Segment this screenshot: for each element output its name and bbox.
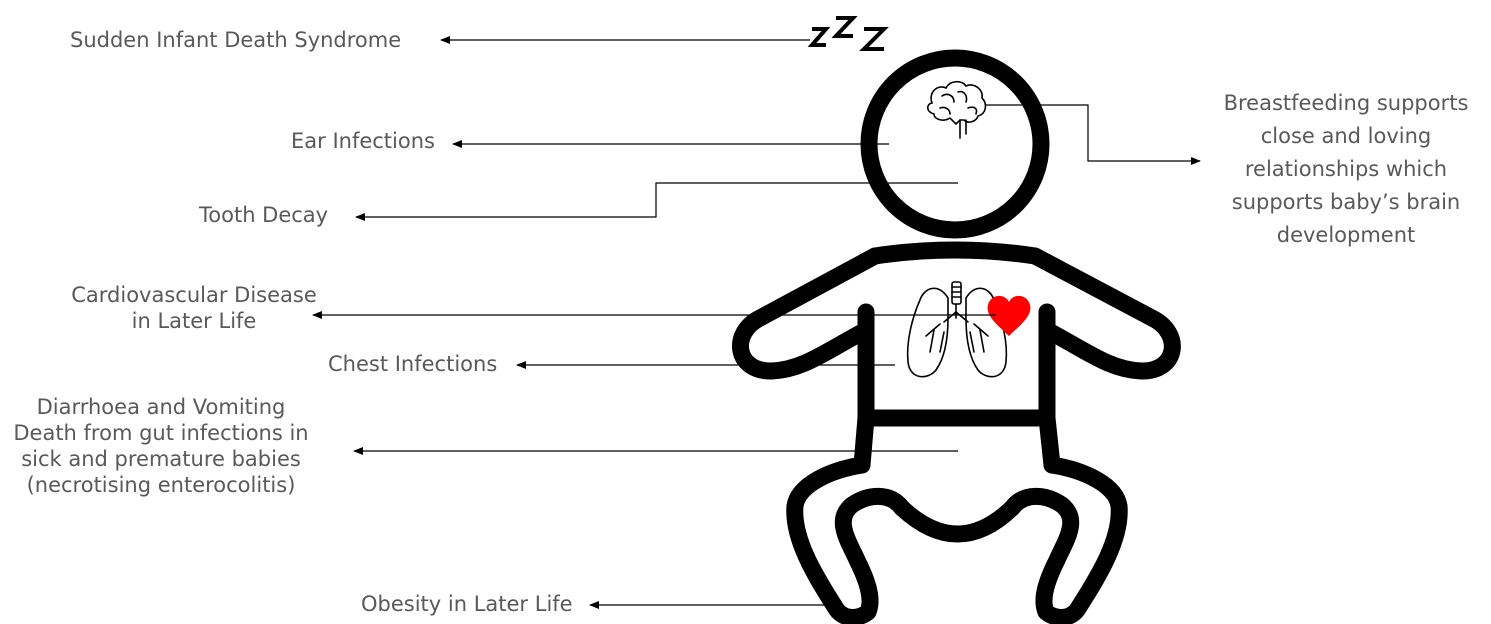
label-gut-line-4: (necrotising enterocolitis) [26,473,296,497]
label-brain-line-3: relationships which [1244,157,1448,181]
label-chest-infections: Chest Infections [328,352,498,376]
label-tooth-decay: Tooth Decay [199,203,329,227]
label-cardiovascular-line-1: Cardiovascular Disease [71,283,317,307]
label-gut-line-1: Diarrhoea and Vomiting [36,395,286,419]
arrow-tooth [356,183,958,217]
label-brain-line-1: Breastfeeding supports [1223,91,1469,115]
label-ear-infections: Ear Infections [291,129,435,153]
label-brain-line-4: supports baby’s brain [1231,190,1461,214]
label-gut-line-2: Death from gut infections in [13,421,309,445]
label-brain-line-2: close and loving [1260,124,1432,148]
label-brain-line-5: development [1276,223,1416,247]
label-gut-infections [2,394,320,498]
arrow-brain [986,105,1200,161]
label-sids: Sudden Infant Death Syndrome [70,28,402,52]
label-cardiovascular [62,282,326,334]
sleep-zzz-icon [812,18,884,49]
heart-icon [988,296,1031,336]
label-gut-line-3: sick and premature babies [21,447,301,471]
baby-head-outline [869,58,1041,230]
brain-icon [928,82,986,138]
label-obesity: Obesity in Later Life [361,592,573,616]
lungs-icon [908,282,1007,377]
label-cardiovascular-line-2: in Later Life [131,309,257,333]
label-brain-development [1204,87,1488,252]
